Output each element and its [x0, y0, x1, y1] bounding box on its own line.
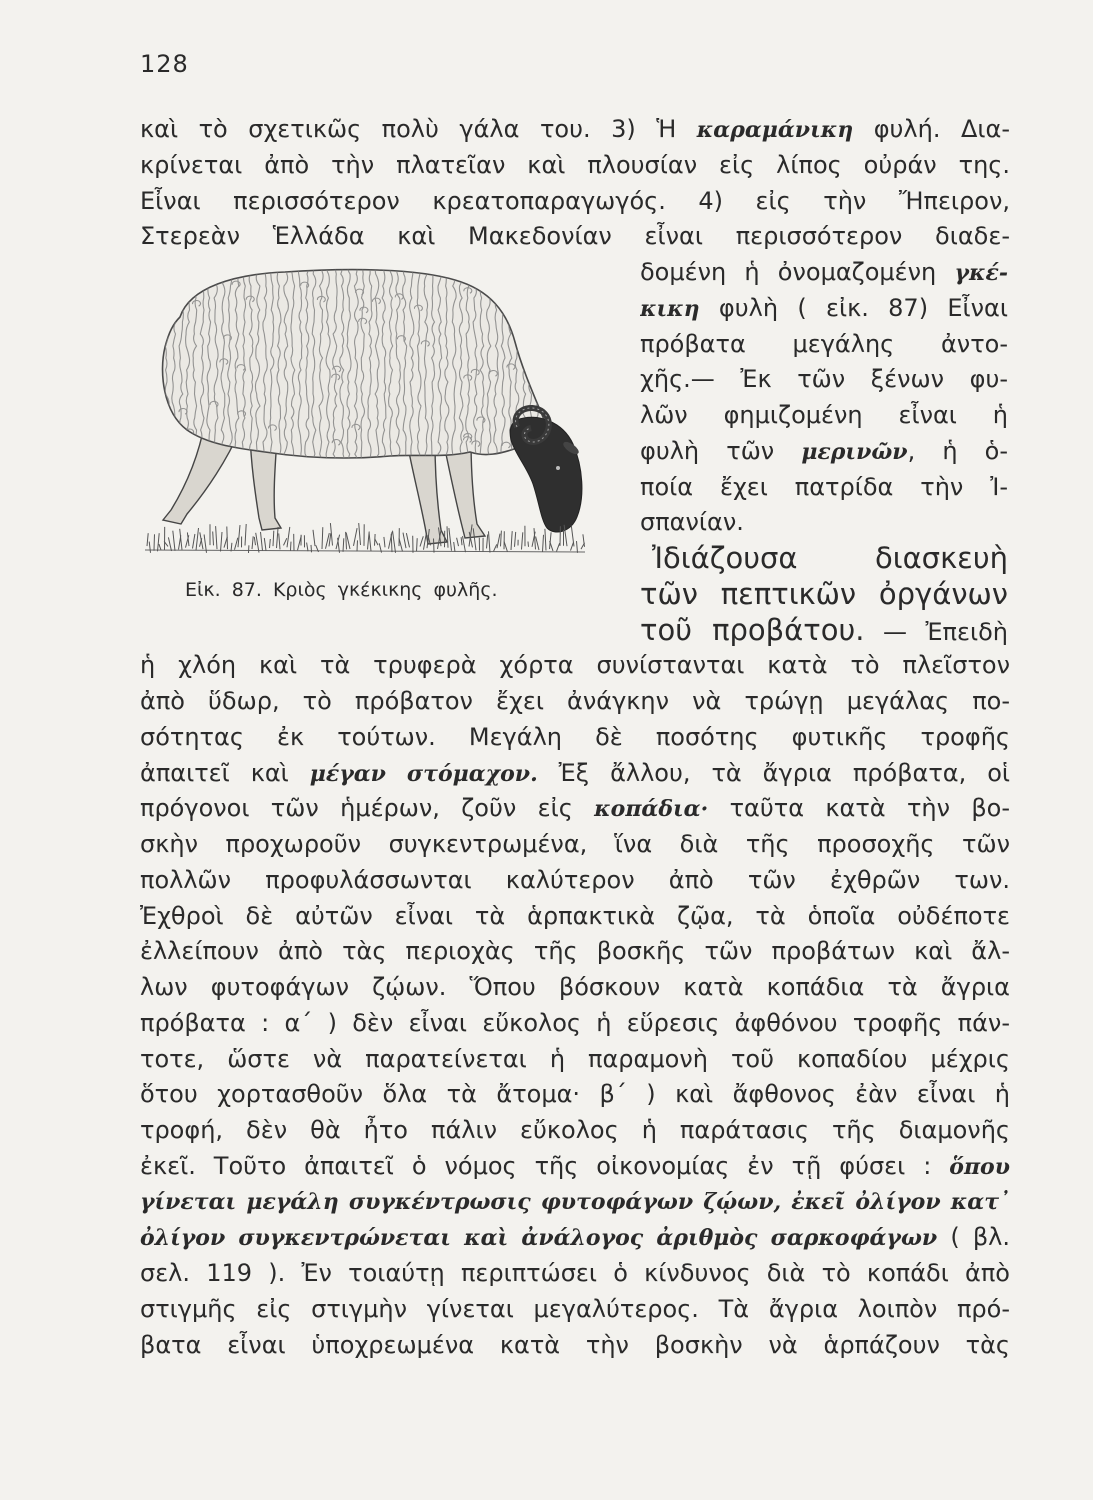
text-line: πρόβατα μεγάλης ἀντο-	[640, 329, 1008, 358]
text-line: πολλῶν προφυλάσσωνται καλύτερον ἀπὸ τῶν ἐχθρῶν των.	[140, 865, 1010, 894]
text-run: ( βλ.	[937, 1223, 1010, 1252]
text-run: ἐκεῖ. Τοῦτο ἀπαιτεῖ ὁ νόμος τῆς οἰκονομίας ἐν τῇ φύσει :	[140, 1151, 950, 1180]
text-run: φυλὴ τῶν	[640, 436, 802, 465]
text-line	[640, 434, 1008, 470]
emphasis-run: καραμάνικη	[696, 117, 854, 143]
text-run: ἀπαιτεῖ καὶ	[140, 758, 310, 787]
body-text	[140, 112, 1010, 1363]
text-line: σότητας ἐκ τούτων. Μεγάλη δὲ ποσότης φυτικῆς τροφῆς	[140, 722, 1010, 751]
text-line	[140, 1149, 1010, 1185]
text-line: ἐλλείπουν ἀπὸ τὰς περιοχὰς τῆς βοσκῆς τῶν προβάτων καὶ ἄλ-	[140, 937, 1010, 966]
text-line: τροφή, δὲν θὰ ἦτο πάλιν εὔκολος ἡ παράτασις τῆς διαμονῆς	[140, 1116, 1010, 1144]
text-line: ἀπὸ ὕδωρ, τὸ πρόβατον ἔχει ἀνάγκην νὰ τρώγῃ μεγάλας πο-	[140, 687, 1010, 715]
text-line	[140, 112, 1010, 148]
text-line: σκὴν προχωροῦν συγκεντρωμένα, ἵνα διὰ τῆς προσοχῆς τῶν	[140, 830, 1010, 858]
text-line: σπανίαν.	[640, 508, 744, 537]
text-line	[640, 291, 1008, 327]
section-heading-line: τῶν πεπτικῶν ὀργάνων	[640, 576, 1008, 611]
text-run: δομένη ἡ ὀνομαζομένη	[640, 258, 955, 286]
text-line: βατα εἶναι ὑποχρεωμένα κατὰ τὴν βοσκὴν νὰ ἁρπάζουν τὰς	[140, 1330, 1010, 1359]
emphasis-run: μερινῶν	[801, 438, 908, 465]
text-line: Εἶναι περισσότερον κρεατοπαραγωγός. 4) εἰς τὴν Ἤπειρον,	[140, 186, 1010, 215]
text-line: λων φυτοφάγων ζῴων. Ὅπου βόσκουν κατὰ κοπάδια τὰ ἄγρια	[140, 973, 1010, 1001]
text-line: πρόβατα : α΄ ) δὲν εἶναι εὔκολος ἡ εὕρεσις ἀφθόνου τροφῆς πάν-	[140, 1008, 1010, 1037]
emphasis-run: μέγαν στόμαχον.	[309, 760, 538, 787]
text-line	[640, 255, 1008, 291]
text-line	[140, 1220, 1010, 1256]
emphasis-run: ὅπου	[949, 1153, 1010, 1180]
emphasis-run: ὀλίγον συγκεντρώνεται καὶ ἀνάλογος ἀριθμὸς σαρκοφάγων	[140, 1225, 938, 1252]
figure-caption: Εἰκ. 87. Κριὸς γκέκικης φυλῆς.	[185, 579, 498, 601]
section-heading-line: Ἰδιάζουσα διασκευὴ	[652, 541, 1008, 575]
text-run: — Ἐπειδὴ	[864, 617, 1008, 646]
text-line: Στερεὰν Ἑλλάδα καὶ Μακεδονίαν εἶναι περισσότερον διαδε-	[140, 222, 1010, 251]
text-run: ταῦτα κατὰ τὴν βο-	[708, 794, 1010, 823]
emphasis-run: κοπάδια·	[594, 796, 709, 823]
text-line: Ἐχθροὶ δὲ αὐτῶν εἶναι τὰ ἁρπακτικὰ ζῷα, τὰ ὁποῖα οὐδέποτε	[140, 901, 1010, 930]
text-run: , ἡ ὁ-	[907, 436, 1008, 465]
text-line: ἡ χλόη καὶ τὰ τρυφερὰ χόρτα συνίστανται κατὰ τὸ πλεῖστον	[140, 651, 1010, 680]
emphasis-line: γίνεται μεγάλη συγκέντρωσις φυτοφάγων ζῴων, ἐκεῖ ὀλίγον κατ᾽	[140, 1188, 1010, 1215]
text-line	[140, 791, 1010, 827]
section-heading-run: τοῦ προβάτου.	[640, 612, 865, 647]
text-line: σελ. 119 ). Ἐν τοιαύτῃ περιπτώσει ὁ κίνδυνος διὰ τὸ κοπάδι ἀπὸ	[140, 1259, 1010, 1287]
emphasis-run: κικη	[640, 295, 700, 322]
text-run: καὶ τὸ σχετικῶς πολὺ γάλα του. 3) Ἡ	[140, 115, 697, 143]
text-line: στιγμῆς εἰς στιγμὴν γίνεται μεγαλύτερος. Τὰ ἄγρια λοιπὸν πρό-	[140, 1294, 1010, 1323]
text-run: φυλὴ ( εἰκ. 87) Εἶναι	[699, 293, 1008, 322]
text-line: ποία ἔχει πατρίδα τὴν Ἰ-	[640, 472, 1008, 501]
text-run: Ἐξ ἄλλου, τὰ ἄγρια πρόβατα, οἱ	[537, 758, 1010, 787]
text-run: φυλή. Δια-	[853, 115, 1010, 143]
text-run: πρόγονοι τῶν ἡμέρων, ζοῦν εἰς	[140, 794, 595, 823]
page-number: 128	[140, 50, 189, 78]
text-line: ὅτου χορτασθοῦν ὅλα τὰ ἄτομα· β΄ ) καὶ ἄφθονος ἐὰν εἶναι ἡ	[140, 1080, 1010, 1109]
text-line	[140, 756, 1010, 792]
emphasis-run: γκέ-	[954, 260, 1008, 286]
text-line	[640, 613, 1008, 649]
text-line: τοτε, ὥστε νὰ παρατείνεται ἡ παραμονὴ τοῦ κοπαδίου μέχρις	[140, 1044, 1010, 1073]
text-line: χῆς.— Ἐκ τῶν ξένων φυ-	[640, 365, 1008, 394]
text-line: κρίνεται ἀπὸ τὴν πλατεῖαν καὶ πλουσίαν εἰς λίπος οὐράν της.	[140, 150, 1010, 179]
text-line: λῶν φημιζομένη εἶναι ἡ	[640, 401, 1008, 429]
